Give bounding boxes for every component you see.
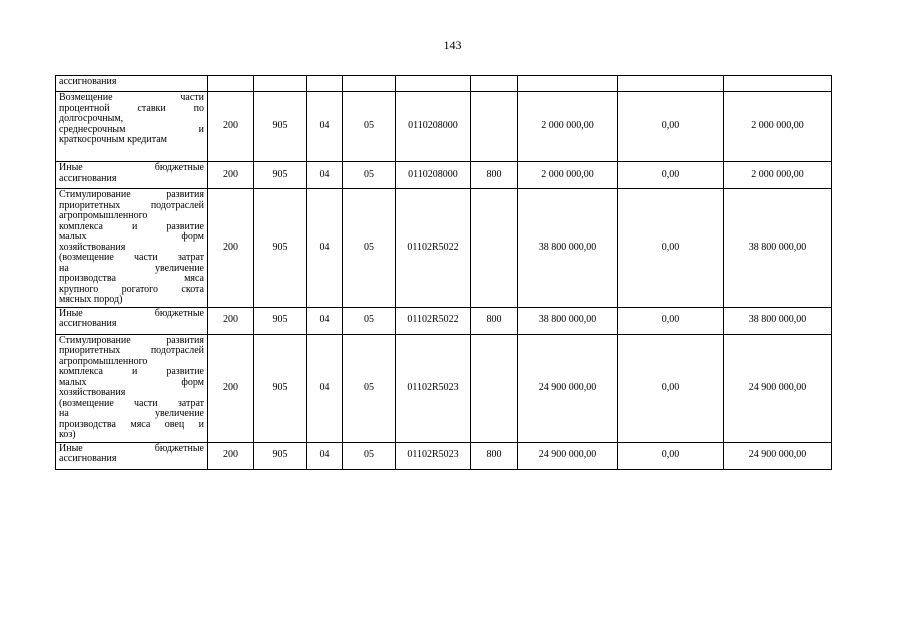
final-amount-cell: 24 900 000,00 xyxy=(724,442,832,469)
final-amount-cell: 38 800 000,00 xyxy=(724,307,832,334)
item-name-line: ассигнования xyxy=(59,76,117,87)
section-code-cell: 04 xyxy=(307,162,343,189)
department-code-cell: 905 xyxy=(254,189,307,308)
grbs-code-cell: 200 xyxy=(208,162,254,189)
item-name-line: долгосрочным, xyxy=(59,113,124,124)
target-article-cell: 01102R5023 xyxy=(396,334,471,442)
target-article-cell: 0110208000 xyxy=(396,162,471,189)
item-name-line: среднесрочным и xyxy=(59,123,204,135)
grbs-code-cell: 200 xyxy=(208,442,254,469)
item-name-line: приоритетных подотраслей xyxy=(59,345,204,356)
grbs-code-cell: 200 xyxy=(208,92,254,162)
expense-type-cell xyxy=(471,76,518,92)
change-cell: 0,00 xyxy=(618,162,724,189)
department-code-cell: 905 xyxy=(254,442,307,469)
item-name-line: ассигнования xyxy=(59,318,117,329)
amount-cell: 24 900 000,00 xyxy=(518,334,618,442)
item-name-line: агропромышленного xyxy=(59,355,148,367)
final-amount-cell xyxy=(724,76,832,92)
item-name-line: ассигнования xyxy=(59,453,117,464)
item-name-line: комплекса и развитие xyxy=(59,220,204,232)
final-amount-cell: 2 000 000,00 xyxy=(724,92,832,162)
item-name-line: коз) xyxy=(59,429,76,440)
item-name-line: процентной ставки по xyxy=(59,102,204,114)
table-body xyxy=(56,76,832,470)
item-name-line: комплекса и развитие xyxy=(59,366,204,377)
target-article-cell: 01102R5022 xyxy=(396,307,471,334)
item-name-cell xyxy=(56,189,208,308)
grbs-code-cell: 200 xyxy=(208,307,254,334)
table-row xyxy=(56,76,832,92)
item-name-line: краткосрочным кредитам xyxy=(59,134,167,145)
expense-type-cell xyxy=(471,92,518,162)
item-name-line: на увеличение xyxy=(59,408,204,419)
change-cell: 0,00 xyxy=(618,92,724,162)
item-name-line: производства мяса xyxy=(59,273,204,284)
section-code-cell: 04 xyxy=(307,307,343,334)
change-cell: 0,00 xyxy=(618,189,724,308)
item-name-line: Иные бюджетные xyxy=(59,442,204,454)
amount-cell: 2 000 000,00 xyxy=(518,92,618,162)
subsection-code-cell: 05 xyxy=(343,162,396,189)
item-name-line: хозяйствования xyxy=(59,241,126,253)
table-row xyxy=(56,92,832,162)
change-cell xyxy=(618,76,724,92)
expense-type-cell: 800 xyxy=(471,442,518,469)
change-cell: 0,00 xyxy=(618,307,724,334)
target-article-cell: 01102R5023 xyxy=(396,442,471,469)
item-name-line: малых форм xyxy=(59,376,204,388)
section-code-cell: 04 xyxy=(307,442,343,469)
item-name-cell xyxy=(56,76,208,92)
subsection-code-cell: 05 xyxy=(343,92,396,162)
table-row xyxy=(56,162,832,189)
final-amount-cell: 38 800 000,00 xyxy=(724,189,832,308)
item-name-line: Иные бюджетные xyxy=(59,307,204,319)
expense-type-cell xyxy=(471,189,518,308)
final-amount-cell: 2 000 000,00 xyxy=(724,162,832,189)
section-code-cell xyxy=(307,76,343,92)
item-name-line: на увеличение xyxy=(59,262,204,274)
item-name-line: малых форм xyxy=(59,231,204,242)
item-name-line: мясных пород) xyxy=(59,294,123,305)
item-name-line: ассигнования xyxy=(59,172,117,184)
item-name-line: (возмещение части затрат xyxy=(59,252,204,263)
item-name-line: Иные бюджетные xyxy=(59,162,204,173)
subsection-code-cell: 05 xyxy=(343,307,396,334)
subsection-code-cell: 05 xyxy=(343,334,396,442)
item-name-cell xyxy=(56,92,208,162)
department-code-cell xyxy=(254,76,307,92)
table-row xyxy=(56,307,832,334)
amount-cell: 2 000 000,00 xyxy=(518,162,618,189)
grbs-code-cell xyxy=(208,76,254,92)
section-code-cell: 04 xyxy=(307,189,343,308)
amount-cell: 38 800 000,00 xyxy=(518,307,618,334)
department-code-cell: 905 xyxy=(254,307,307,334)
item-name-line: Стимулирование развития xyxy=(59,334,204,346)
grbs-code-cell: 200 xyxy=(208,334,254,442)
amount-cell: 38 800 000,00 xyxy=(518,189,618,308)
expense-type-cell xyxy=(471,334,518,442)
item-name-line: Возмещение части xyxy=(59,92,204,103)
item-name-line: крупного рогатого скота xyxy=(59,283,204,295)
department-code-cell: 905 xyxy=(254,92,307,162)
expense-type-cell: 800 xyxy=(471,162,518,189)
section-code-cell: 04 xyxy=(307,92,343,162)
item-name-line: хозяйствования xyxy=(59,387,126,398)
item-name-line: (возмещение части затрат xyxy=(59,397,204,409)
table-row xyxy=(56,189,832,308)
target-article-cell: 01102R5022 xyxy=(396,189,471,308)
item-name-line: приоритетных подотраслей xyxy=(59,199,204,211)
grbs-code-cell: 200 xyxy=(208,189,254,308)
subsection-code-cell xyxy=(343,76,396,92)
table-row xyxy=(56,442,832,469)
table-row xyxy=(56,334,832,442)
item-name-cell xyxy=(56,442,208,469)
department-code-cell: 905 xyxy=(254,162,307,189)
item-name-cell xyxy=(56,162,208,189)
change-cell: 0,00 xyxy=(618,334,724,442)
item-name-line: агропромышленного xyxy=(59,210,148,221)
item-name-cell xyxy=(56,307,208,334)
subsection-code-cell: 05 xyxy=(343,189,396,308)
amount-cell xyxy=(518,76,618,92)
budget-table xyxy=(55,75,832,470)
page-number: 143 xyxy=(443,38,462,52)
item-name-line: производства мяса овец и xyxy=(59,418,204,430)
final-amount-cell: 24 900 000,00 xyxy=(724,334,832,442)
item-name-cell xyxy=(56,334,208,442)
target-article-cell: 0110208000 xyxy=(396,92,471,162)
subsection-code-cell: 05 xyxy=(343,442,396,469)
change-cell: 0,00 xyxy=(618,442,724,469)
amount-cell: 24 900 000,00 xyxy=(518,442,618,469)
item-name-line: Стимулирование развития xyxy=(59,189,204,200)
section-code-cell: 04 xyxy=(307,334,343,442)
target-article-cell xyxy=(396,76,471,92)
expense-type-cell: 800 xyxy=(471,307,518,334)
department-code-cell: 905 xyxy=(254,334,307,442)
